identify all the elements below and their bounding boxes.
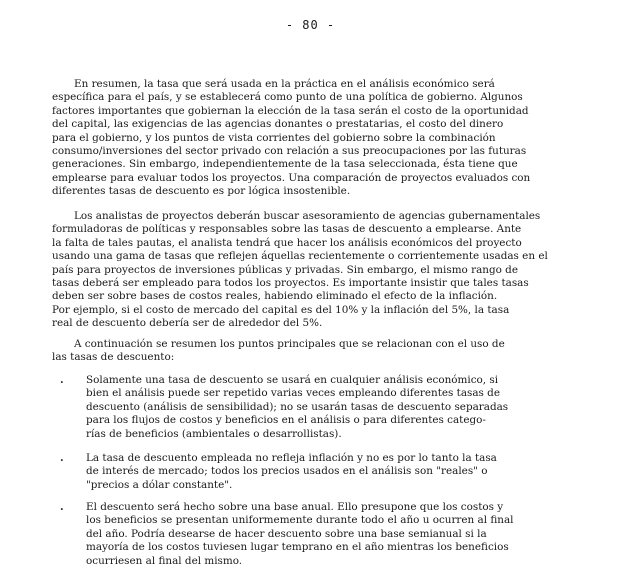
- text-line: A continuación se resumen los puntos principales que se relacionan con el uso de: [74, 338, 505, 350]
- text-line: deben ser sobre bases de costos reales, habiendo eliminado el efecto de la inflación.: [52, 290, 498, 303]
- paragraph-summary: [52, 78, 612, 199]
- text-line: del año. Podría desearse de hacer descuento sobre una base semianual si la: [86, 527, 487, 540]
- text-line: para los flujos de costos y beneficios en el análisis o para diferentes catego-: [86, 414, 486, 427]
- bullet-marker: .: [60, 501, 64, 513]
- text-line: El descuento será hecho sobre una base anual. Ello presupone que los costos y: [86, 501, 504, 513]
- text-line: Los analistas de proyectos deberán buscar asesoramiento de agencias gubernamentales: [74, 210, 541, 222]
- bullet-marker: .: [60, 452, 64, 464]
- text-line: los beneficios se presentan uniformemente durante todo el año u ocurren al final: [86, 514, 514, 527]
- text-line: real de descuento debería ser de alrededor del 5%.: [52, 317, 323, 330]
- text-line: las tasas de descuento:: [52, 351, 175, 364]
- text-line: diferentes tasas de descuento es por lógica insostenible.: [52, 185, 351, 198]
- text-line: descuento (análisis de sensibilidad); no se usarán tasas de descuento separadas: [86, 400, 509, 413]
- text-line: En resumen, la tasa que será usada en la práctica en el análisis económico será: [74, 78, 495, 90]
- list-item-text: [86, 452, 497, 492]
- text-line: específica para el país, y se establecerá como punto de una política de gobierno. Algunos: [52, 91, 523, 104]
- text-line: tasas deberá ser empleado para todos los proyectos. Es importante insistir que tales tasas: [52, 277, 529, 290]
- text-line: La tasa de descuento empleada no refleja inflación y no es por lo tanto la tasa: [86, 452, 497, 464]
- text-line: país para proyectos de inversiones públicas y privadas. Sin embargo, el mismo rango de: [52, 263, 518, 276]
- text-line: rías de beneficios (ambientales o desarrollistas).: [86, 427, 342, 440]
- text-line: mayoría de los costos tuviesen lugar temprano en el año mientras los beneficios: [86, 541, 509, 554]
- page-number: - 80 -: [285, 18, 336, 32]
- text-line: usando una gama de tasas que reflejen áquellas recientemente o corrientemente usadas en el: [52, 250, 548, 263]
- list-item-text: [86, 501, 514, 568]
- bullet-marker: .: [60, 374, 64, 386]
- text-line: de interés de mercado; todos los precios usados en el análisis son "reales" o: [86, 465, 488, 478]
- text-line: consumo/inversiones del sector privado con relación a sus preocupaciones por las futuras: [52, 145, 527, 158]
- paragraph-intro-list: [52, 338, 612, 365]
- text-line: factores importantes que gobiernan la elección de la tasa serán el costo de la oportunidad: [52, 104, 529, 117]
- list-item-text: [86, 374, 508, 441]
- text-line: Solamente una tasa de descuento se usará en cualquier análisis económico, si: [86, 374, 499, 386]
- text-line: para el gobierno, y los puntos de vista corrientes del gobierno sobre la combinación: [52, 131, 496, 144]
- paragraph-analysts: [52, 210, 612, 331]
- text-line: "precios a dólar constante".: [86, 478, 233, 491]
- text-line: ocurriesen al final del mismo.: [86, 554, 243, 567]
- text-line: formuladoras de políticas y responsables sobre las tasas de descuento a emplearse. Ante: [52, 223, 522, 236]
- text-line: bien el análisis puede ser repetido varias veces empleando diferentes tasas de: [86, 387, 500, 400]
- text-line: del capital, las exigencias de las agencias donantes o prestatarias, el costo del dinero: [52, 118, 504, 131]
- text-line: emplearse para evaluar todos los proyectos. Una comparación de proyectos evaluados con: [52, 171, 531, 184]
- text-line: generaciones. Sin embargo, independientemente de la tasa seleccionada, ésta tiene que: [52, 158, 518, 171]
- text-line: Por ejemplo, si el costo de mercado del capital es del 10% y la inflación del 5%, la tasa: [52, 303, 510, 316]
- text-line: la falta de tales pautas, el analista tendrá que hacer los análisis económicos del proyecto: [52, 236, 522, 249]
